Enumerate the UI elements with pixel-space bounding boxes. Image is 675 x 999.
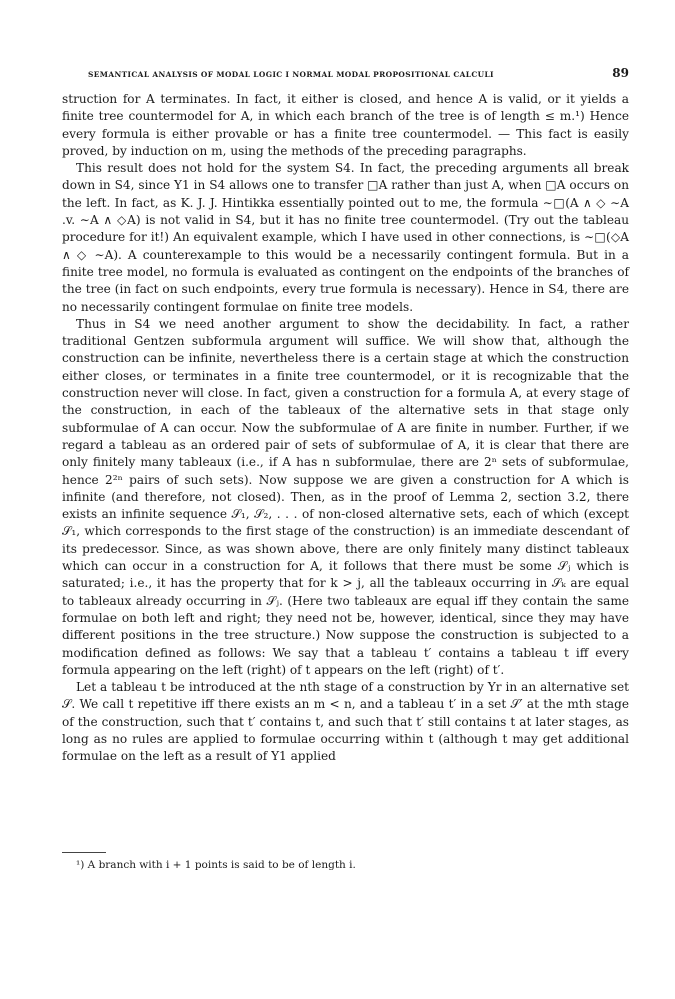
paragraph: Let a tableau t be introduced at the nth stage of a construction by Yr in an alternative set 𝒮. We call t repetitive iff there exists an m < n, and a tableau t′ in a set 𝒮′ at the mth stage of the construction, such that t′ contains t, and such that t′ still contains t at later stages, as long as no rules are applied to formulae occurring within t (although t may get additional formulae on the left as a result of Y1 applied bbox=[62, 680, 629, 764]
page-number: 89 bbox=[612, 66, 629, 80]
running-header bbox=[88, 66, 629, 80]
body-text bbox=[62, 91, 629, 766]
running-title: SEMANTICAL ANALYSIS OF MODAL LOGIC I NORMAL MODAL PROPOSITIONAL CALCULI bbox=[88, 70, 494, 79]
paragraph: Thus in S4 we need another argument to show the decidability. In fact, a rather traditional Gentzen subformula argument will suffice. We will show that, although the construction can be infinite, nevertheless there is a certain stage at which the construction either closes, or terminates in a finite tree countermodel, or it is recognizable that the construction never will close. In fact, given a construction for a formula A, at every stage of the construction, in each of the tableaux of the alternative sets in that stage only subformulae of A can occur. Now the subformulae of A are finite in number. Further, if we regard a tableau as an ordered pair of sets of subformulae of A, it is clear that there are only finitely many tableaux (i.e., if A has n subformulae, there are 2ⁿ sets of subformulae, hence 2²ⁿ pairs of such sets). Now suppose we are given a construction for A which is infinite (and therefore, not closed). Then, as in the proof of Lemma 2, section 3.2, there exists an infinite sequence 𝒮₁, 𝒮₂, . . . of non-closed alternative sets, each of which (except 𝒮₁, which corresponds to the first stage of the construction) is an immediate descendant of its predecessor. Since, as was shown above, there are only finitely many distinct tableaux which can occur in a construction for A, it follows that there must be some 𝒮ⱼ which is saturated; i.e., it has the property that for k > j, all the tableaux occurring in 𝒮ₖ are equal to tableaux already occurring in 𝒮ⱼ. (Here two tableaux are equal iff they contain the same formulae on both left and right; they need not be, however, identical, since they may have different positions in the tree structure.) Now suppose the construction is subjected to a modification defined as follows: We say that a tableau t′ contains a tableau t iff every formula appearing on the left (right) of t appears on the left (right) of t′. bbox=[62, 316, 629, 677]
paragraph: This result does not hold for the system S4. In fact, the preceding arguments all break down in S4, since Y1 in S4 allows one to transfer □A rather than just A, when □A occurs on the left. In fact, as K. J. J. Hintikka essentially pointed out to me, the formula ∼□(A ∧ ◇ ∼A .v. ∼A ∧ ◇A) is not valid in S4, but it has no finite tree countermodel. (Try out the tableau procedure for it!) An equivalent example, which I have used in other connections, is ∼□(◇A ∧ ◇ ∼A). A counterexample to this would be a necessarily contingent formula. But in a finite tree model, no formula is evaluated as contingent on the endpoints of the branches of the tree (in fact on such endpoints, every true formula is necessary). Hence in S4, there are no necessarily contingent formulae on finite tree models. bbox=[62, 161, 629, 314]
paragraph: struction for A terminates. In fact, it either is closed, and hence A is valid, or it yields a finite tree countermodel for A, in which each branch of the tree is of length ≤ m.¹) Hence every formula is either provable or has a finite tree countermodel. — This fact is easily proved, by induction on m, using the methods of the preceding paragraphs. bbox=[62, 92, 629, 158]
footnote-rule bbox=[62, 852, 106, 853]
footnote: ¹) A branch with i + 1 points is said to be of length i. bbox=[76, 859, 356, 871]
